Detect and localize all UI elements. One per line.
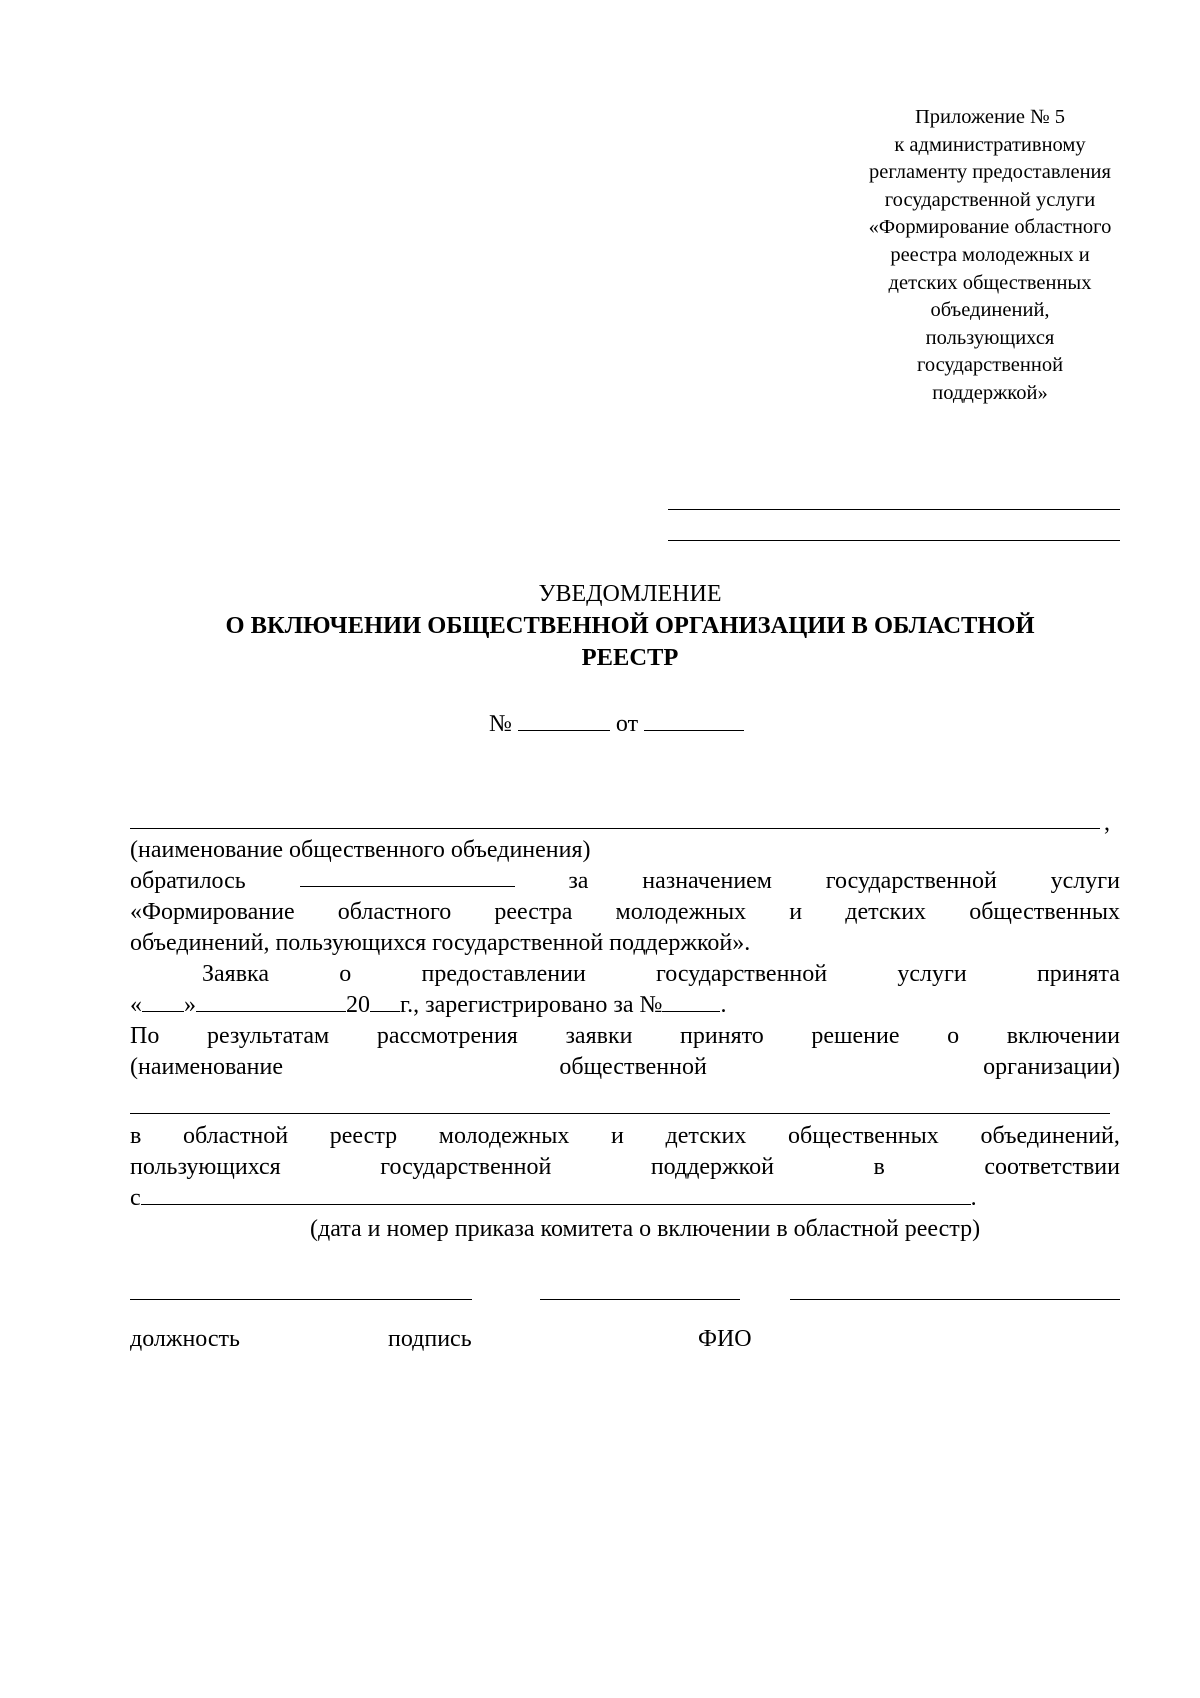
appendix-line: к административному xyxy=(894,133,1086,156)
day-blank xyxy=(142,991,184,1012)
position-label: должность xyxy=(130,1326,240,1352)
appendix-line: государственной xyxy=(916,354,1064,377)
registry-word: детских xyxy=(665,1123,747,1149)
date-registered: г., зарегистрировано за № xyxy=(400,992,663,1018)
org-name-line xyxy=(130,828,1100,829)
service-word: областного xyxy=(337,899,452,925)
registry-word: областной xyxy=(183,1123,289,1149)
full-name-line xyxy=(790,1299,1120,1300)
registry-word: общественных xyxy=(788,1123,939,1149)
signature-label: подпись xyxy=(388,1326,472,1352)
with-period: . xyxy=(970,1185,977,1211)
registration-number-blank xyxy=(662,991,720,1012)
request-word: предоставлении xyxy=(421,961,586,987)
date-open-quote: « xyxy=(130,992,142,1018)
date-year: 20 xyxy=(346,992,370,1018)
registry-word: в xyxy=(130,1123,142,1149)
naming-word: общественной xyxy=(559,1054,707,1080)
org-name-caption: (наименование общественного объединения) xyxy=(130,837,591,863)
number-label: № xyxy=(489,711,512,737)
applied-word: государственной xyxy=(825,868,997,894)
appendix-line: детских общественных xyxy=(888,271,1092,294)
registry-word: и xyxy=(611,1123,624,1149)
appendix-header xyxy=(770,104,1200,408)
service-line-end: объединений, пользующихся государственной поддержкой». xyxy=(130,930,751,956)
request-word: услуги xyxy=(897,961,967,987)
order-reference-line xyxy=(130,1183,977,1213)
month-blank xyxy=(196,991,346,1012)
request-word: принята xyxy=(1036,961,1120,987)
naming-word: организации) xyxy=(983,1054,1120,1080)
accordance-word: пользующихся xyxy=(130,1154,281,1180)
results-line xyxy=(130,1021,1120,1051)
registry-word: реестр xyxy=(329,1123,398,1149)
date-period: . xyxy=(720,992,727,1018)
service-word: и xyxy=(789,899,803,925)
year-blank xyxy=(370,991,400,1012)
service-word: детских xyxy=(845,899,927,925)
accordance-line xyxy=(130,1152,1120,1182)
accordance-word: соответствии xyxy=(984,1154,1120,1180)
applied-to-blank xyxy=(300,866,515,887)
registry-word: молодежных xyxy=(438,1123,570,1149)
document-title: УВЕДОМЛЕНИЕ xyxy=(538,581,722,607)
appendix-line: поддержкой» xyxy=(932,381,1048,404)
applied-word: обратилось xyxy=(130,868,246,894)
position-line xyxy=(130,1299,472,1300)
accordance-word: в xyxy=(873,1154,885,1180)
naming-line xyxy=(130,1052,1120,1082)
registration-date-line xyxy=(130,990,726,1020)
results-word: принято xyxy=(680,1023,764,1049)
results-word: заявки xyxy=(565,1023,633,1049)
with-label: с xyxy=(130,1185,141,1211)
results-word: рассмотрения xyxy=(376,1023,518,1049)
organization-name-line xyxy=(130,1113,1110,1114)
order-caption: (дата и номер приказа комитета о включении в областной реестр) xyxy=(310,1216,981,1242)
appendix-line: Приложение № 5 xyxy=(914,106,1066,128)
full-name-label: ФИО xyxy=(698,1326,752,1352)
accordance-word: государственной xyxy=(380,1154,552,1180)
registry-line xyxy=(130,1121,1120,1151)
request-line xyxy=(202,959,1120,989)
appendix-line: пользующихся xyxy=(925,326,1055,349)
results-word: результатам xyxy=(206,1023,330,1049)
results-word: включении xyxy=(1006,1023,1120,1049)
subtitle-line-1: О ВКЛЮЧЕНИИ ОБЩЕСТВЕННОЙ ОРГАНИЗАЦИИ В ОБЛАСТНОЙ xyxy=(225,612,1035,639)
addressee-line-1 xyxy=(668,509,1120,510)
naming-word: (наименование xyxy=(130,1054,284,1080)
signature-line xyxy=(540,1299,740,1300)
appendix-line: регламенту предоставления xyxy=(869,161,1111,184)
registry-word: объединений, xyxy=(980,1123,1120,1149)
applied-word: за xyxy=(568,868,589,894)
results-word: о xyxy=(947,1023,960,1049)
applied-line xyxy=(130,866,1120,896)
service-word: реестра xyxy=(494,899,573,925)
subtitle-line-2: РЕЕСТР xyxy=(581,644,679,671)
appendix-line: «Формирование областного xyxy=(868,216,1112,239)
request-word: о xyxy=(339,961,352,987)
applied-word: назначением xyxy=(642,868,772,894)
document-subtitle xyxy=(150,610,1110,674)
service-word: общественных xyxy=(969,899,1120,925)
number-blank xyxy=(518,710,610,731)
accordance-word: поддержкой xyxy=(650,1154,774,1180)
request-word: государственной xyxy=(656,961,828,987)
date-close-quote: » xyxy=(184,992,196,1018)
number-date-line xyxy=(489,709,744,739)
addressee-line-2 xyxy=(668,540,1120,541)
from-label: от xyxy=(615,711,639,737)
service-line xyxy=(130,897,1120,927)
service-word: «Формирование xyxy=(130,899,295,925)
org-name-comma: , xyxy=(1104,810,1110,836)
applied-word: услуги xyxy=(1050,868,1120,894)
request-word: Заявка xyxy=(202,961,269,987)
results-word: По xyxy=(130,1023,160,1049)
appendix-line: реестра молодежных и xyxy=(890,243,1090,266)
date-blank xyxy=(644,710,744,731)
order-reference-blank xyxy=(141,1184,971,1205)
results-word: решение xyxy=(811,1023,900,1049)
appendix-line: объединений, xyxy=(930,299,1050,322)
service-word: молодежных xyxy=(615,899,747,925)
appendix-line: государственной услуги xyxy=(884,188,1096,211)
